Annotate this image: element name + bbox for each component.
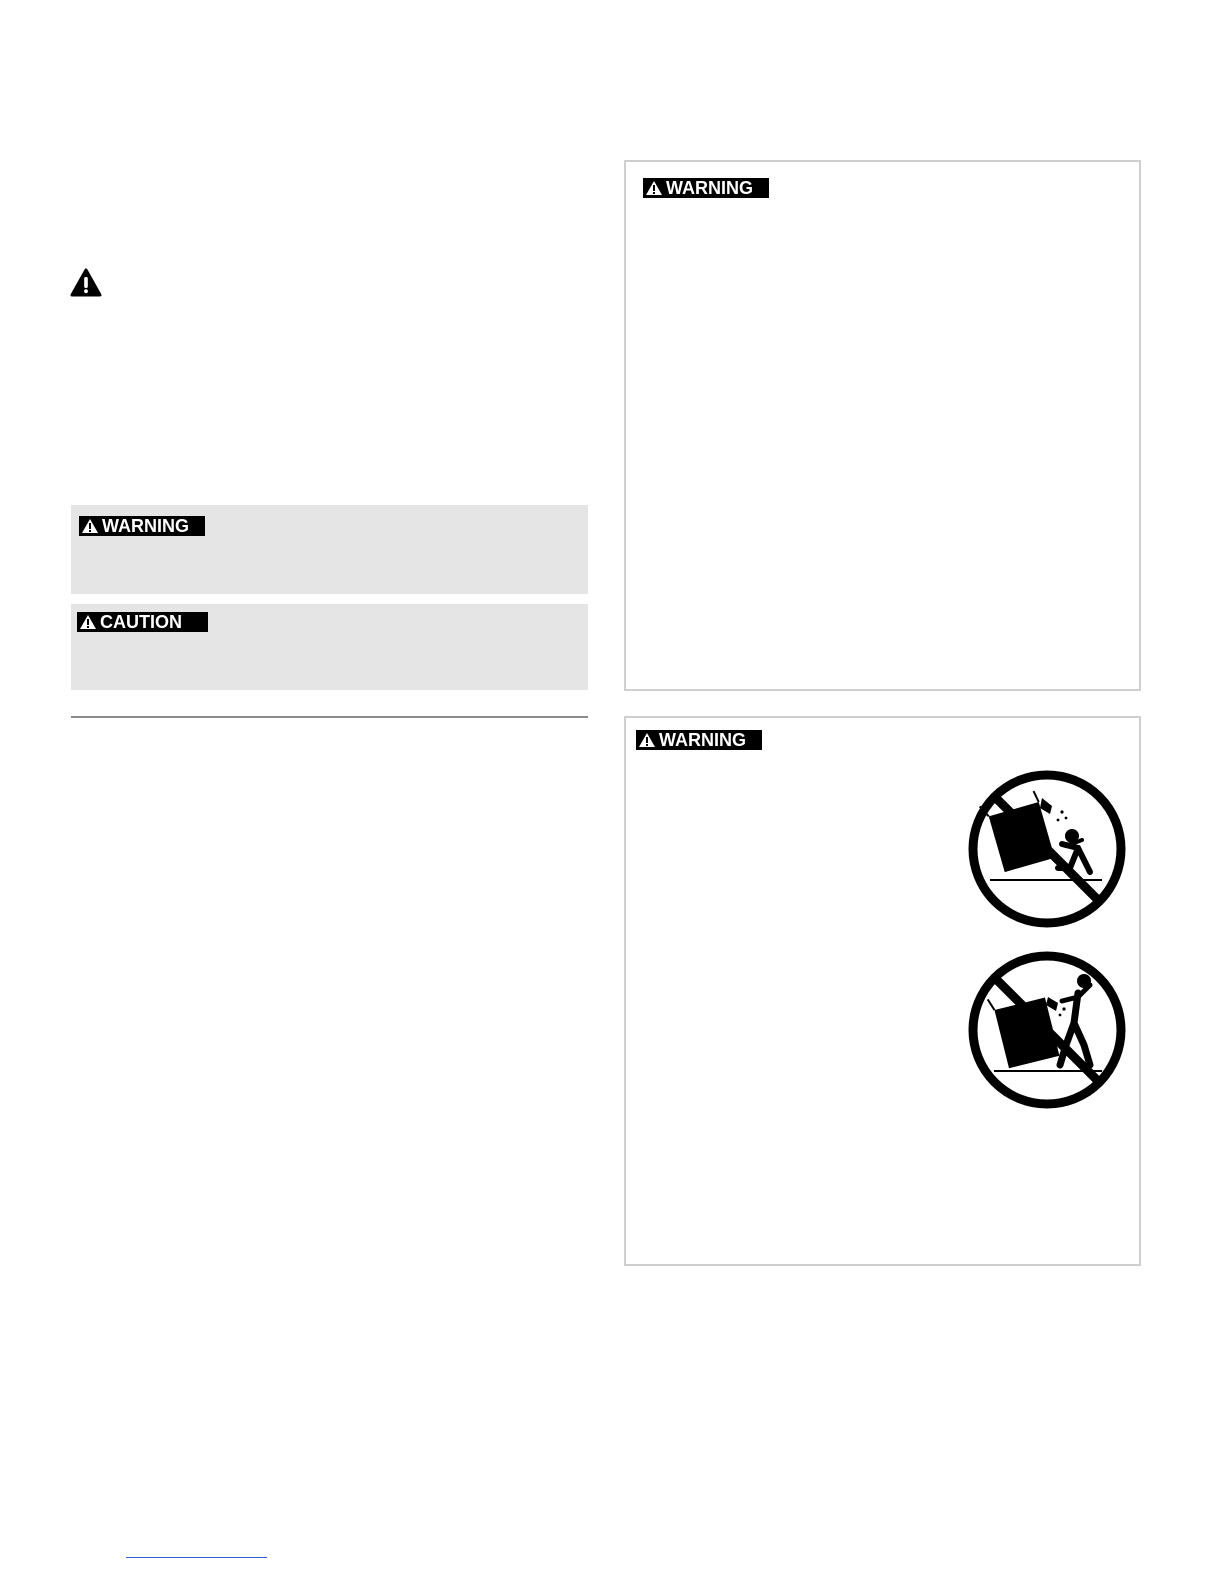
- warning-notice-box: [71, 505, 588, 594]
- tip-over-warning-box: [624, 716, 1141, 1266]
- footer-link[interactable]: [126, 1557, 267, 1558]
- warning-label-text: WARNING: [659, 730, 746, 750]
- caution-label-text: CAUTION: [100, 612, 182, 632]
- warning-triangle-icon: [81, 518, 99, 534]
- warning-triangle-icon: [79, 614, 97, 630]
- warning-triangle-icon: [638, 732, 656, 748]
- section-divider: [71, 716, 588, 718]
- caution-signal-label: [77, 612, 208, 632]
- exclamation-triangle-icon: [70, 268, 102, 298]
- warning-label-text: WARNING: [102, 516, 189, 536]
- warning-label-text: WARNING: [666, 178, 753, 198]
- no-child-climbing-tip-over-icon: [966, 768, 1128, 930]
- warning-signal-label: [643, 178, 769, 198]
- warning-triangle-icon: [645, 180, 663, 196]
- warning-signal-label: [636, 730, 762, 750]
- warning-signal-label: [79, 516, 205, 536]
- no-adult-climbing-tip-over-icon: [966, 949, 1128, 1111]
- caution-notice-box: [71, 604, 588, 690]
- warning-outline-box-top: [624, 160, 1141, 691]
